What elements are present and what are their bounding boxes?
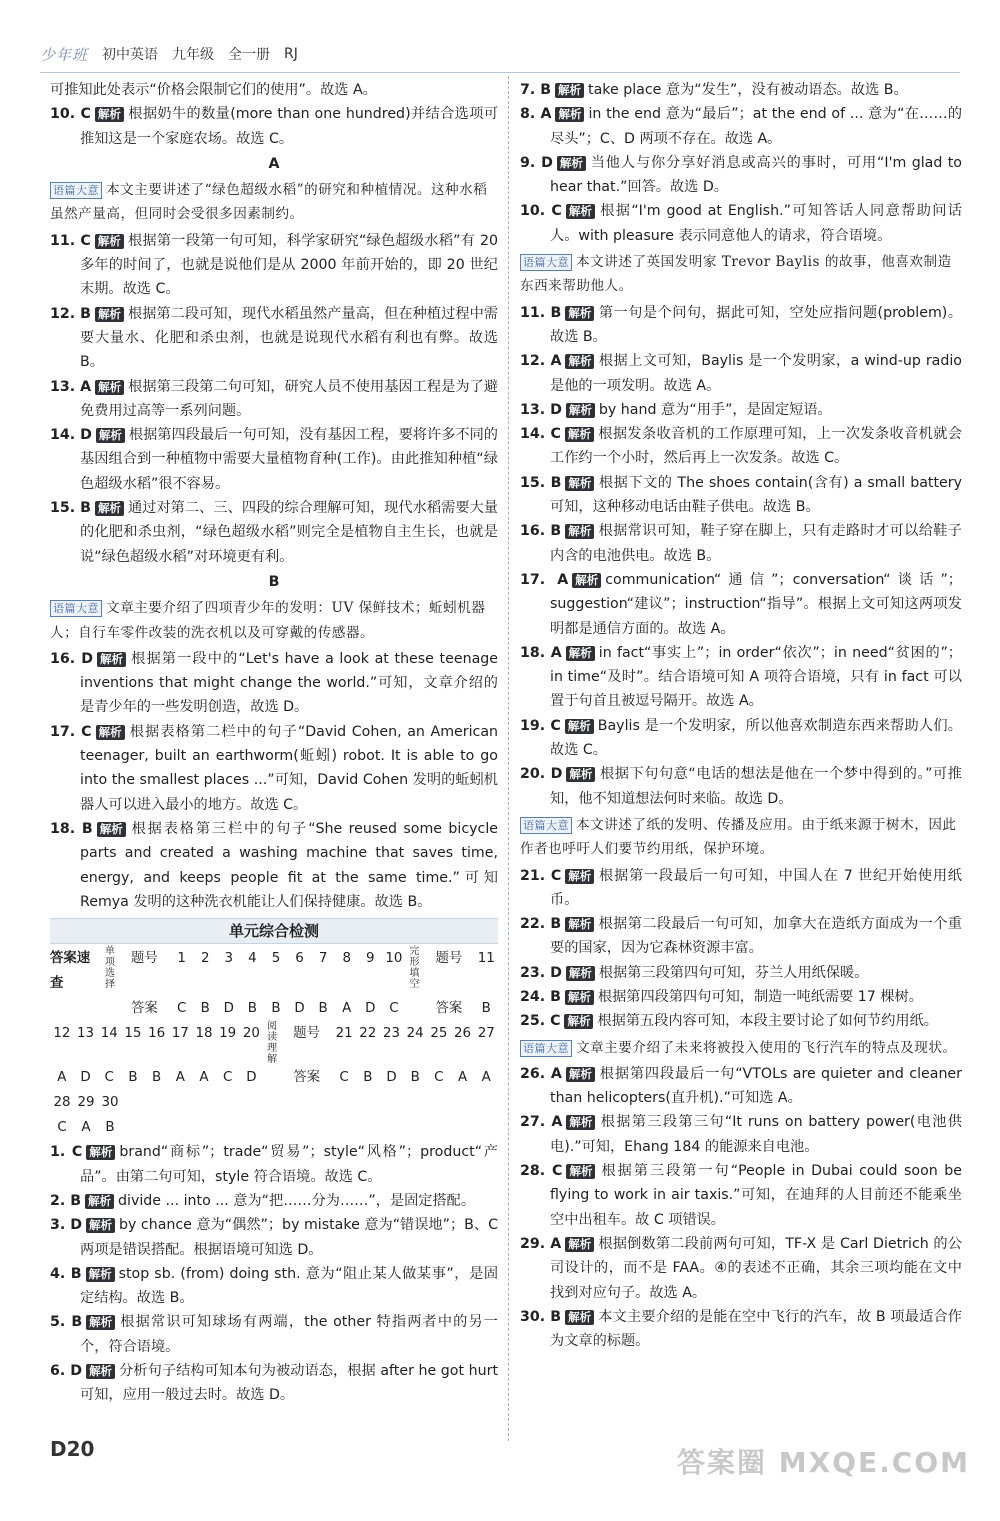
analysis-tag: 解析: [565, 1237, 594, 1252]
analysis-tag: 解析: [565, 869, 594, 884]
analysis-tag: 解析: [564, 1014, 593, 1029]
question-number: 13. A: [50, 378, 92, 395]
explanation-text: by chance 意为“偶然”；by mistake 意为“错误地”；B、C 两项是错误搭配。根据语境可知选 D。: [80, 1217, 498, 1258]
explanation-text: 根据第五段内容可知，本段主要讨论了如何节约用纸。: [597, 1013, 938, 1030]
grid-question-cell: 7: [318, 951, 328, 967]
answer-explanation: [520, 1009, 962, 1033]
explanation-text: 分析句子结构可知本句为被动语态，根据 after he got hurt 可知，应用一般过去时。故选 D。: [80, 1363, 499, 1404]
answer-explanation: [50, 423, 498, 496]
question-number: 10. C: [520, 203, 562, 220]
grid-question-cell: 10: [385, 951, 403, 967]
grid-question-cell: 22: [359, 1026, 377, 1042]
grid-a-11: B: [481, 1001, 491, 1017]
answer-explanation: [520, 762, 962, 811]
explanation-text: 根据“I'm good at English.”可知答话人同意帮助问话人。with pleasure 表示同意他人的请求，符合语境。: [550, 203, 962, 244]
grid-answer-cell: B: [152, 1070, 162, 1086]
analysis-tag: 解析: [566, 1067, 595, 1082]
right-column: [520, 78, 962, 1353]
section-heading: A: [268, 155, 280, 172]
grid-answer-cell: A: [57, 1070, 67, 1086]
explanation-text: by hand 意为“用手”，是固定短语。: [598, 401, 832, 418]
answer-explanation: [520, 102, 962, 151]
answer-explanation: [520, 199, 962, 248]
question-number: 20. D: [520, 766, 563, 783]
grid-question-cell: 1: [177, 951, 186, 967]
grid-answer-cell: B: [363, 1070, 373, 1086]
answer-explanation: [50, 375, 498, 424]
passage-summary: [520, 813, 962, 862]
grid-question-cell: 3: [224, 951, 234, 967]
right-explanations: [520, 78, 962, 1353]
question-number: 18. A: [520, 644, 562, 661]
answer-explanation: [50, 1310, 498, 1359]
explanation-text: stop sb. (from) doing sth. 意为“阻止某人做某事”，是固定结构。故选 B。: [80, 1265, 499, 1307]
explanation-text: 通过对第二、三、四段的综合理解可知，现代水稻需要大量的化肥和杀虫剂，“绿色超级水稻”则完全是植物自主生长，也就是说“绿色超级水稻”对环境更有利。: [80, 500, 498, 565]
grid-question-cell: 14: [100, 1026, 118, 1042]
grid-answer-cell: C: [104, 1070, 114, 1086]
answer-explanation: [520, 471, 962, 520]
passage-summary: [50, 178, 498, 227]
analysis-tag: 解析: [95, 107, 124, 122]
answer-grid-row-1-q: [50, 946, 498, 996]
analysis-tag: 解析: [565, 476, 594, 491]
grid-question-cell: 13: [77, 1026, 95, 1042]
grid-question-cell: 4: [248, 951, 257, 967]
answer-explanation: [50, 1140, 498, 1189]
answer-label-3: 答案: [293, 1070, 320, 1086]
explanation-text: 根据第四段最后一句“VTOLs are quieter and cleaner than helicopters(直升机).”可知选 A。: [550, 1065, 962, 1107]
grid-question-cell: 27: [477, 1026, 495, 1042]
summary-text: 文章主要介绍了四项青少年的发明：UV 保鲜技术；蚯蚓机器人；自行车零件改装的洗衣机以及可穿戴的传感器。: [50, 600, 486, 641]
grid-question-cell: 19: [219, 1026, 237, 1042]
answer-explanation: [50, 1189, 498, 1213]
question-number-label: 题号: [130, 951, 158, 967]
answer-explanation: [520, 1159, 962, 1232]
explanation-text: 根据第二段最后一句可知，加拿大在造纸方面成为一个重要的国家，因为它森林资源丰富。: [550, 916, 962, 957]
summary-tag: 语篇大意: [50, 182, 102, 199]
answer-explanation: [520, 912, 962, 961]
question-number: 13. D: [520, 401, 562, 418]
header-divider: [40, 72, 960, 73]
answer-grid: [50, 946, 498, 1140]
explanation-text: 第一句是个问句，据此可知，空处应指问题(problem)。故选 B。: [550, 304, 962, 345]
explanation-text: 根据奶牛的数量(more than one hundred)并结合选项可推知这是一个家庭农场。故选 C。: [80, 106, 499, 147]
explanation-text: brand“商标”；trade“贸易”；style“风格”；product“产品”。由第二句可知，style 符合语境。故选 C。: [80, 1144, 498, 1185]
grid-answer-cell: B: [128, 1070, 138, 1086]
analysis-tag: 解析: [566, 646, 595, 661]
answer-explanation: [520, 1305, 962, 1354]
summary-tag: 语篇大意: [520, 1040, 572, 1057]
question-number: 9. D: [520, 154, 553, 171]
summary-text: 文章主要介绍了未来将被投入使用的飞行汽车的特点及现状。: [576, 1039, 957, 1056]
analysis-tag: 解析: [565, 427, 594, 442]
answer-explanation: [50, 720, 498, 817]
grid-question-cell: 21: [335, 1026, 353, 1042]
analysis-tag: 解析: [566, 403, 595, 418]
summary-text: 本文主要讲述了“绿色超级水稻”的研究和种植情况。这种水稻虽然产量高，但同时会受很多因素制约。: [50, 182, 488, 223]
explanation-text: in fact“事实上”；in order“依次”；in need“贫困的”；in time“及时”。结合语境可知 A 项符合语境，只有 in fact 可以置于句首且被逗号隔开。故选 A。: [550, 644, 962, 710]
grid-question-cell: 5: [271, 951, 281, 967]
grid-question-cell: 16: [148, 1026, 166, 1042]
analysis-tag: 解析: [86, 1315, 115, 1330]
answer-explanation: [520, 961, 962, 985]
explanation-text: 根据第三段第一句“People in Dubai could soon be flying to work in air taxis.”可知，在迪拜的人目前还不能乘坐空中出租车。故 C 项错误。: [550, 1163, 962, 1228]
question-number: 17. C: [50, 723, 92, 740]
analysis-tag: 解析: [565, 524, 594, 539]
answer-explanation: [520, 1110, 962, 1159]
explanation-text: 根据第二段可知，现代水稻虽然产量高，但在种植过程中需要大量水、化肥和杀虫剂，也就是说现代水稻有利也有弊。故选 B。: [80, 305, 498, 371]
answer-explanation: [50, 817, 498, 914]
question-number: 30. B: [520, 1308, 562, 1325]
grid-answer-cell: A: [342, 1001, 352, 1017]
summary-tag: 语篇大意: [520, 817, 572, 834]
grid-question-cell: 28: [53, 1095, 71, 1111]
passage-summary: [520, 250, 962, 299]
answer-explanation: [520, 985, 962, 1009]
question-number: 14. D: [50, 427, 92, 444]
analysis-tag: 解析: [566, 966, 595, 981]
grid-question-cell: 26: [454, 1026, 472, 1042]
left-explanations-2: [50, 1140, 498, 1407]
question-number: 4. B: [50, 1265, 82, 1282]
answer-explanation: [520, 301, 962, 350]
answer-explanation: [50, 102, 498, 151]
question-number: 2. B: [50, 1192, 82, 1209]
explanation-text: 根据第三段第三句“It runs on battery power(电池供电).”可知，Ehang 184 的能源来自电池。: [550, 1114, 962, 1155]
analysis-tag: 解析: [565, 1310, 594, 1325]
analysis-tag: 解析: [557, 156, 586, 171]
analysis-tag: 解析: [85, 1194, 114, 1209]
explanation-text: 根据发条收音机的工作原理可知，上一次发条收音机就会工作约一个小时，然后再上一次发条。故选 C。: [550, 426, 962, 467]
question-number: 15. B: [50, 500, 91, 517]
explanation-text: 当他人与你分享好消息或高兴的事时，可用“I'm glad to hear that.”回答。故选 D。: [550, 154, 962, 196]
analysis-tag: 解析: [566, 1164, 595, 1179]
grid-question-cell: 2: [200, 951, 210, 967]
answer-explanation: [520, 349, 962, 398]
passage-summary: [50, 596, 498, 645]
answer-label: 答案: [130, 1001, 158, 1017]
question-number: 16. D: [50, 650, 93, 667]
explanation-text: 根据表格第三栏中的句子“She reused some bicycle parts and created a washing machine that saves time, energy, and keeps people fit at the same time.”可知 Remya 发明的这种洗衣机能让人们保持健康。故选 B。: [80, 820, 499, 910]
analysis-tag: 解析: [95, 380, 124, 395]
grid-answer-cell: D: [80, 1070, 91, 1086]
summary-text: 本文讲述了纸的发明、传播及应用。由于纸来源于树木，因此作者也呼吁人们要节约用纸，保护环境。: [520, 816, 957, 858]
analysis-tag: 解析: [566, 1115, 595, 1130]
analysis-tag: 解析: [96, 428, 125, 443]
grid-answer-cell: A: [81, 1120, 91, 1136]
explanation-text: 根据上文可知，Baylis 是一个发明家，a wind-up radio 是他的一项发明。故选 A。: [550, 353, 962, 394]
explanation-text: Baylis 是一个发明家，所以他喜欢制造东西来帮助人们。故选 C。: [550, 717, 962, 759]
grid-answer-cell: C: [222, 1070, 233, 1086]
answer-grid-row-1-a: [50, 996, 498, 1021]
question-number: 11. C: [50, 232, 91, 249]
explanation-text: 根据倒数第二段前两句可知，TF-X 是 Carl Dietrich 的公司设计的，而不是 FAA。④的表述不正确，其余三项均能在文中找到对应句子。故选 A。: [550, 1235, 962, 1301]
answer-explanation: [50, 302, 498, 375]
analysis-tag: 解析: [555, 83, 584, 98]
grid-answer-cell: B: [247, 1001, 257, 1017]
analysis-tag: 解析: [86, 1364, 115, 1379]
analysis-tag: 解析: [565, 990, 594, 1005]
grid-question-cell: 23: [382, 1026, 400, 1042]
answer-explanation: [50, 1213, 498, 1262]
grid-question-cell: 9: [366, 951, 375, 967]
question-number: 1. C: [50, 1144, 83, 1161]
grid-answer-cell: C: [339, 1070, 349, 1086]
analysis-tag: 解析: [565, 917, 594, 932]
answer-grid-row-2-q: [50, 1021, 498, 1065]
grid-q-11: 11: [477, 951, 495, 967]
answer-explanation: [520, 398, 962, 422]
question-number: 6. D: [50, 1363, 83, 1380]
section-heading: B: [268, 573, 280, 590]
question-number: 3. D: [50, 1217, 82, 1234]
header-edition: RJ: [284, 46, 298, 62]
grid-question-cell: 20: [242, 1026, 260, 1042]
grid-answer-cell: B: [410, 1070, 420, 1086]
page-header: [40, 40, 500, 68]
question-number: 14. C: [520, 426, 561, 443]
grid-question-cell: 25: [430, 1026, 448, 1042]
explanation-text: 根据第三段第四句可知，芬兰人用纸保暖。: [598, 964, 869, 981]
grid-question-cell: 29: [77, 1095, 95, 1111]
page-number: D20: [50, 1437, 95, 1461]
explanation-text: communication“通信”；conversation“谈话”；suggestion“建议”；instruction“指导”。根据上文可知这两项发明都是通信方面的。故选 A。: [550, 571, 962, 637]
grid-answer-cell: D: [294, 1001, 305, 1017]
question-number: 10. C: [50, 106, 91, 123]
grid-question-cell: 6: [295, 951, 304, 967]
answer-grid-row-2-a: [50, 1065, 498, 1090]
answer-explanation: [520, 714, 962, 763]
answer-grid-row-3-a: [50, 1115, 498, 1140]
explanation-text: 根据常识可知球场有两端，the other 特指两者中的另一个，符合语境。: [80, 1314, 498, 1355]
analysis-tag: 解析: [565, 306, 594, 321]
grid-question-cell: 24: [406, 1026, 424, 1042]
question-number: 16. B: [520, 523, 562, 540]
header-subject: 初中英语: [102, 47, 159, 63]
analysis-tag: 解析: [86, 1218, 115, 1233]
question-number: 28. C: [520, 1163, 563, 1180]
question-number: 24. B: [520, 988, 561, 1005]
answer-explanation: [520, 422, 962, 471]
grid-answer-cell: A: [175, 1070, 185, 1086]
analysis-tag: 解析: [95, 501, 124, 516]
column-divider: [508, 76, 509, 1441]
analysis-tag: 解析: [97, 652, 126, 667]
question-number: 25. C: [520, 1013, 561, 1030]
grid-question-cell: 17: [171, 1026, 189, 1042]
question-number: 18. B: [50, 820, 93, 837]
header-grade: 九年级: [172, 47, 215, 63]
series-logo: 少年班: [40, 45, 89, 64]
grid-answer-cell: B: [318, 1001, 328, 1017]
grid-question-cell: 8: [342, 951, 351, 967]
analysis-tag: 解析: [86, 1267, 115, 1282]
answer-explanation: [50, 647, 498, 720]
answer-explanation: [520, 864, 962, 913]
explanation-text: in the end 意为“最后”；at the end of ... 意为“在……的尽头”；C、D 两项不存在。故选 A。: [550, 106, 963, 147]
answer-explanation: [520, 568, 962, 641]
explanation-text: 本文主要介绍的是能在空中飞行的汽车，故 B 项最适合作为文章的标题。: [550, 1308, 962, 1350]
explanation-text: 根据第一段中的“Let's have a look at these teenage inventions that might change the world.”可知，文章介绍的是青少年的一些发明创造，故选 D。: [80, 650, 498, 716]
question-number: 17. A: [520, 571, 569, 588]
explanation-text: 根据第四段最后一句可知，没有基因工程，要将许多不同的基因组合到一种植物中需要大量植物育种(工作)。由此推知种植“绿色超级水稻”很不容易。: [80, 427, 498, 492]
question-number-label-2: 题号: [435, 951, 463, 967]
explanation-text: 根据第一段最后一句可知，中国人在 7 世纪开始使用纸币。: [550, 867, 962, 908]
answer-explanation: [50, 1359, 498, 1408]
answer-explanation: [520, 1062, 962, 1111]
grid-answer-cell: C: [389, 1001, 399, 1017]
answer-explanation: [520, 641, 962, 714]
question-number: 26. A: [520, 1065, 562, 1082]
watermark-logo: 答案圈 MXQE.COM: [677, 1446, 970, 1479]
grid-answer-cell: D: [365, 1001, 376, 1017]
grid-answer-cell: A: [199, 1070, 209, 1086]
question-number: 19. C: [520, 717, 561, 734]
analysis-tag: 解析: [95, 234, 124, 249]
grid-answer-cell: C: [57, 1120, 67, 1136]
explanation-text: 根据第一段第一句可知，科学家研究“绿色超级水稻”有 20 多年的时间了，也就是说他们是从 2000 年前开始的，即 20 世纪末期。故选 C。: [80, 232, 499, 298]
section-reading-label: 阅读理解: [267, 1021, 278, 1066]
answer-explanation: [520, 78, 962, 102]
grid-answer-cell: B: [200, 1001, 210, 1017]
analysis-tag: 解析: [565, 354, 594, 369]
question-number: 7. B: [520, 82, 552, 98]
answer-label-2: 答案: [435, 1001, 463, 1017]
question-number-label-3: 题号: [293, 1026, 320, 1042]
explanation-text: 根据下文的 The shoes contain(含有) a small battery 可知，这种移动电话由鞋子供电。故选 B。: [550, 474, 962, 516]
continued-text: 可推知此处表示“价格会限制它们的使用”。故选 A。: [50, 82, 377, 98]
analysis-tag: 解析: [565, 719, 594, 734]
question-number: 8. A: [520, 106, 552, 123]
summary-tag: 语篇大意: [520, 254, 572, 271]
question-number: 23. D: [520, 964, 562, 981]
analysis-tag: 解析: [555, 107, 584, 122]
section-cloze-label: 完形填空: [409, 946, 420, 991]
answer-explanation: [520, 519, 962, 568]
question-number: 21. C: [520, 867, 562, 884]
section-single-choice-label: 单项选择: [104, 946, 115, 991]
grid-answer-cell: D: [223, 1001, 234, 1017]
explanation-text: 根据下句句意“电话的想法是他在一个梦中得到的。”可推知，他不知道想法何时来临。故选 D。: [550, 766, 962, 807]
grid-answer-cell: A: [457, 1070, 468, 1086]
question-number: 15. B: [520, 474, 562, 491]
answer-quick-label: 答案速查: [50, 951, 91, 992]
grid-answer-cell: C: [176, 1001, 187, 1017]
question-number: 11. B: [520, 304, 562, 321]
question-number: 12. A: [520, 353, 562, 370]
answer-explanation: [520, 1232, 962, 1305]
answer-explanation: [520, 151, 962, 200]
explanation-text: 根据第三段第二句可知，研究人员不使用基因工程是为了避免费用过高等一系列问题。: [80, 378, 498, 419]
grid-answer-cell: D: [246, 1070, 257, 1086]
grid-answer-cell: B: [105, 1120, 115, 1136]
explanation-text: 根据表格第二栏中的句子“David Cohen, an American teenager, built an earthworm(蚯蚓) robot. It is able to go into the smallest places ...”可知，David Cohen 发明的蚯蚓机器人可以进入最小的地方。故选 C。: [80, 723, 499, 813]
grid-answer-cell: A: [481, 1070, 491, 1086]
analysis-tag: 解析: [86, 1145, 115, 1160]
passage-summary: [520, 1036, 962, 1060]
analysis-tag: 解析: [566, 204, 595, 219]
grid-answer-cell: B: [271, 1001, 281, 1017]
analysis-tag: 解析: [96, 725, 125, 740]
analysis-tag: 解析: [97, 822, 126, 837]
unit-test-title: 单元综合检测: [50, 918, 498, 944]
question-number: 12. B: [50, 305, 91, 322]
question-number: 29. A: [520, 1235, 562, 1252]
analysis-tag: 解析: [566, 767, 595, 782]
answer-explanation: [50, 1262, 498, 1311]
grid-question-cell: 12: [53, 1026, 71, 1042]
question-number: 27. A: [520, 1114, 563, 1131]
grid-answer-cell: D: [386, 1070, 397, 1086]
analysis-tag: 解析: [95, 307, 124, 322]
left-explanations: [50, 78, 498, 914]
question-number: 5. B: [50, 1314, 83, 1331]
answer-explanation: [50, 496, 498, 569]
grid-question-cell: 18: [195, 1026, 213, 1042]
summary-text: 本文讲述了英国发明家 Trevor Baylis 的故事，他喜欢制造东西来帮助他人。: [520, 254, 952, 295]
header-volume: 全一册: [228, 47, 271, 63]
answer-explanation: [50, 229, 498, 302]
explanation-text: 根据常识可知，鞋子穿在脚上，只有走路时才可以给鞋子内含的电池供电。故选 B。: [550, 523, 962, 564]
answer-grid-row-3-q: [50, 1090, 498, 1115]
analysis-tag: 解析: [572, 573, 601, 588]
explanation-text: 根据第四段第四句可知，制造一吨纸需要 17 棵树。: [597, 988, 923, 1005]
explanation-text: take place 意为“发生”，没有被动语态。故选 B。: [588, 82, 908, 98]
left-column: [50, 78, 498, 1408]
summary-tag: 语篇大意: [50, 600, 102, 617]
grid-answer-cell: C: [434, 1070, 444, 1086]
grid-question-cell: 15: [124, 1026, 142, 1042]
explanation-text: divide ... into ... 意为“把……分为……”，是固定搭配。: [118, 1192, 476, 1209]
grid-question-cell: 30: [101, 1095, 119, 1111]
question-number: 22. B: [520, 916, 562, 933]
